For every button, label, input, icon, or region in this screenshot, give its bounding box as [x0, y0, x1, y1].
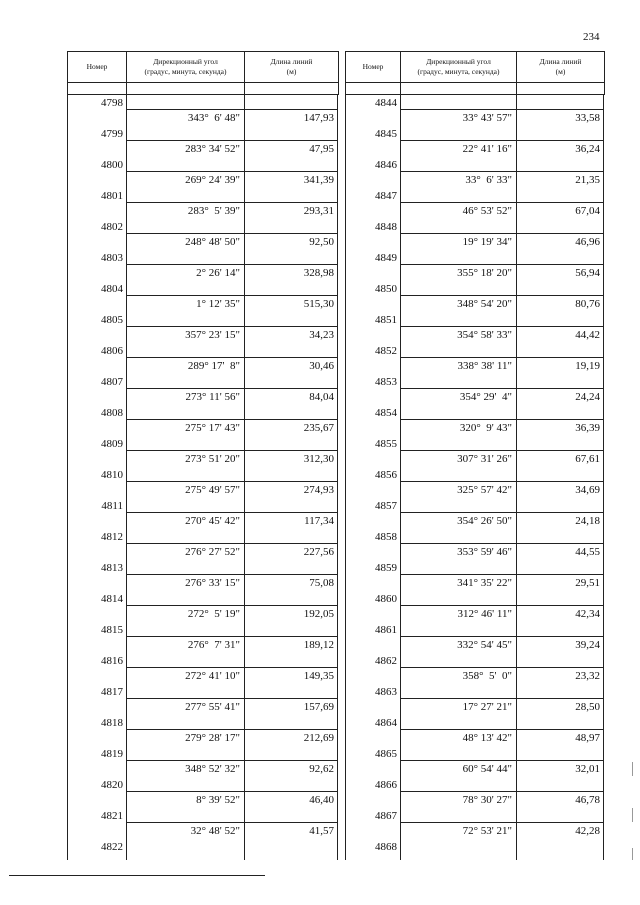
row-rule: [400, 605, 604, 606]
line-length: 44,42: [575, 329, 600, 341]
row-rule: [126, 233, 338, 234]
direction-angle: 269° 24' 39": [185, 174, 240, 186]
table-row: [345, 343, 604, 374]
row-rule: [126, 450, 338, 451]
table-row: [345, 157, 604, 188]
table-row: [345, 839, 604, 870]
point-number: 4811: [101, 500, 123, 512]
line-length: 46,78: [575, 794, 600, 806]
table-row: [345, 591, 604, 622]
point-number: 4808: [101, 407, 123, 419]
point-number: 4851: [375, 314, 397, 326]
direction-angle: 270° 45' 42": [185, 515, 240, 527]
row-rule: [126, 822, 338, 823]
table-row: [345, 281, 604, 312]
direction-angle: 353° 59' 46": [457, 546, 512, 558]
row-rule: [400, 202, 604, 203]
point-number: 4856: [375, 469, 397, 481]
table-row: [67, 808, 338, 839]
left-table-header: [67, 51, 339, 95]
table-row: [345, 219, 604, 250]
direction-angle: 320° 9' 43": [459, 422, 512, 434]
direction-angle: 60° 54' 44": [462, 763, 512, 775]
row-rule: [126, 109, 338, 110]
point-number: 4807: [101, 376, 123, 388]
point-number: 4858: [375, 531, 397, 543]
point-number: 4816: [101, 655, 123, 667]
direction-angle: 325° 57' 42": [457, 484, 512, 496]
direction-angle: 276° 27' 52": [185, 546, 240, 558]
row-rule: [400, 760, 604, 761]
table-row: [67, 281, 338, 312]
line-length: 328,98: [303, 267, 334, 279]
point-number: 4802: [101, 221, 123, 233]
direction-angle: 354° 26' 50": [457, 515, 512, 527]
right-table-header: [345, 51, 605, 95]
line-length: 117,34: [304, 515, 334, 527]
point-number: 4844: [375, 97, 397, 109]
table-row: [67, 436, 338, 467]
row-rule: [126, 791, 338, 792]
table-row: [67, 777, 338, 808]
row-rule: [126, 760, 338, 761]
point-number: 4818: [101, 717, 123, 729]
row-rule: [126, 574, 338, 575]
point-number: 4814: [101, 593, 123, 605]
row-rule: [126, 481, 338, 482]
line-length: 28,50: [575, 701, 600, 713]
line-length: 44,55: [575, 546, 600, 558]
footer-rule: [9, 875, 265, 876]
point-number: 4845: [375, 128, 397, 140]
table-row: [67, 467, 338, 498]
direction-angle: 354° 58' 33": [457, 329, 512, 341]
row-rule: [400, 481, 604, 482]
table-row: [345, 746, 604, 777]
direction-angle: 46° 53' 52": [462, 205, 512, 217]
line-length: 235,67: [303, 422, 334, 434]
point-number: 4804: [101, 283, 123, 295]
table-row: [345, 777, 604, 808]
point-number: 4850: [375, 283, 397, 295]
point-number: 4852: [375, 345, 397, 357]
line-length: 24,18: [575, 515, 600, 527]
line-length: 67,04: [575, 205, 600, 217]
line-length: 149,35: [303, 670, 334, 682]
direction-angle: 358° 5' 0": [462, 670, 512, 682]
table-row: [67, 839, 338, 870]
row-rule: [126, 729, 338, 730]
point-number: 4809: [101, 438, 123, 450]
point-number: 4864: [375, 717, 397, 729]
row-rule: [400, 574, 604, 575]
point-number: 4817: [101, 686, 123, 698]
direction-angle: 289° 17' 8": [187, 360, 240, 372]
row-rule: [400, 822, 604, 823]
table-row: [67, 560, 338, 591]
line-length: 80,76: [575, 298, 600, 310]
right-table-body: [345, 95, 604, 860]
line-length: 34,23: [309, 329, 334, 341]
direction-angle: 283° 34' 52": [185, 143, 240, 155]
row-rule: [126, 636, 338, 637]
point-number: 4803: [101, 252, 123, 264]
table-row: [345, 405, 604, 436]
point-number: 4846: [375, 159, 397, 171]
header-length: Длина линий (м): [245, 52, 339, 83]
line-length: 227,56: [303, 546, 334, 558]
point-number: 4812: [101, 531, 123, 543]
table-row: [67, 312, 338, 343]
direction-angle: 275° 17' 43": [185, 422, 240, 434]
table-row: [345, 622, 604, 653]
line-length: 42,34: [575, 608, 600, 620]
line-length: 34,69: [575, 484, 600, 496]
line-length: 56,94: [575, 267, 600, 279]
direction-angle: 355° 18' 20": [457, 267, 512, 279]
table-row: [345, 126, 604, 157]
table-row: [67, 95, 338, 126]
point-number: 4866: [375, 779, 397, 791]
table-row: [67, 622, 338, 653]
direction-angle: 357° 23' 15": [185, 329, 240, 341]
line-length: 19,19: [575, 360, 600, 372]
margin-mark: [632, 762, 633, 776]
direction-angle: 33° 43' 57": [462, 112, 512, 124]
margin-mark: [632, 808, 633, 822]
table-row: [67, 591, 338, 622]
direction-angle: 19° 19' 34": [462, 236, 512, 248]
direction-angle: 273° 51' 20": [185, 453, 240, 465]
line-length: 274,93: [303, 484, 334, 496]
line-length: 41,57: [309, 825, 334, 837]
table-row: [67, 529, 338, 560]
table-row: [67, 126, 338, 157]
left-table-body: [67, 95, 338, 860]
line-length: 67,61: [575, 453, 600, 465]
row-rule: [126, 202, 338, 203]
direction-angle: 17° 27' 21": [462, 701, 512, 713]
line-length: 46,40: [309, 794, 334, 806]
direction-angle: 283° 5' 39": [187, 205, 240, 217]
line-length: 47,95: [309, 143, 334, 155]
table-row: [345, 529, 604, 560]
line-length: 515,30: [303, 298, 334, 310]
line-length: 84,04: [309, 391, 334, 403]
point-number: 4799: [101, 128, 123, 140]
table-row: [67, 715, 338, 746]
direction-angle: 348° 52' 32": [185, 763, 240, 775]
direction-angle: 279° 28' 17": [185, 732, 240, 744]
table-row: [345, 374, 604, 405]
direction-angle: 343° 6' 48": [187, 112, 240, 124]
row-rule: [400, 450, 604, 451]
right-table: [345, 51, 604, 860]
direction-angle: 275° 49' 57": [185, 484, 240, 496]
row-rule: [126, 512, 338, 513]
table-row: [67, 684, 338, 715]
line-length: 33,58: [575, 112, 600, 124]
line-length: 46,96: [575, 236, 600, 248]
point-number: 4867: [375, 810, 397, 822]
direction-angle: 22° 41' 16": [462, 143, 512, 155]
line-length: 36,39: [575, 422, 600, 434]
point-number: 4854: [375, 407, 397, 419]
line-length: 39,24: [575, 639, 600, 651]
table-row: [345, 498, 604, 529]
table-row: [67, 498, 338, 529]
row-rule: [400, 543, 604, 544]
point-number: 4860: [375, 593, 397, 605]
table-row: [345, 188, 604, 219]
direction-angle: 273° 11' 56": [185, 391, 240, 403]
line-length: 24,24: [575, 391, 600, 403]
direction-angle: 332° 54' 45": [457, 639, 512, 651]
table-row: [67, 188, 338, 219]
point-number: 4859: [375, 562, 397, 574]
table-row: [67, 746, 338, 777]
point-number: 4848: [375, 221, 397, 233]
line-length: 30,46: [309, 360, 334, 372]
line-length: 192,05: [303, 608, 334, 620]
row-rule: [126, 326, 338, 327]
row-rule: [126, 419, 338, 420]
point-number: 4798: [101, 97, 123, 109]
table-row: [67, 653, 338, 684]
table-row: [345, 560, 604, 591]
table-row: [345, 250, 604, 281]
table-row: [67, 343, 338, 374]
row-rule: [400, 512, 604, 513]
direction-angle: 248° 48' 50": [185, 236, 240, 248]
line-length: 212,69: [303, 732, 334, 744]
direction-angle: 338° 38' 11": [457, 360, 512, 372]
line-length: 36,24: [575, 143, 600, 155]
point-number: 4868: [375, 841, 397, 853]
point-number: 4813: [101, 562, 123, 574]
row-rule: [400, 388, 604, 389]
table-row: [345, 715, 604, 746]
header-number: Номер: [68, 52, 127, 83]
direction-angle: 276° 7' 31": [187, 639, 240, 651]
line-length: 92,62: [309, 763, 334, 775]
line-length: 92,50: [309, 236, 334, 248]
line-length: 189,12: [303, 639, 334, 651]
direction-angle: 354° 29' 4": [459, 391, 512, 403]
left-table: [67, 51, 338, 860]
row-rule: [400, 791, 604, 792]
point-number: 4861: [375, 624, 397, 636]
line-length: 147,93: [303, 112, 334, 124]
point-number: 4863: [375, 686, 397, 698]
point-number: 4805: [101, 314, 123, 326]
row-rule: [400, 636, 604, 637]
row-rule: [400, 171, 604, 172]
row-rule: [400, 326, 604, 327]
point-number: 4801: [101, 190, 123, 202]
point-number: 4849: [375, 252, 397, 264]
point-number: 4862: [375, 655, 397, 667]
point-number: 4810: [101, 469, 123, 481]
direction-angle: 272° 41' 10": [185, 670, 240, 682]
point-number: 4857: [375, 500, 397, 512]
table-row: [67, 250, 338, 281]
direction-angle: 348° 54' 20": [457, 298, 512, 310]
row-rule: [126, 171, 338, 172]
direction-angle: 78° 30' 27": [462, 794, 512, 806]
direction-angle: 277° 55' 41": [185, 701, 240, 713]
line-length: 293,31: [303, 205, 334, 217]
direction-angle: 8° 39' 52": [196, 794, 240, 806]
row-rule: [126, 264, 338, 265]
row-rule: [126, 140, 338, 141]
table-row: [67, 157, 338, 188]
direction-angle: 341° 35' 22": [457, 577, 512, 589]
row-rule: [126, 605, 338, 606]
row-rule: [400, 698, 604, 699]
line-length: 341,39: [303, 174, 334, 186]
line-length: 23,32: [575, 670, 600, 682]
table-row: [345, 312, 604, 343]
direction-angle: 276° 33' 15": [185, 577, 240, 589]
row-rule: [126, 667, 338, 668]
row-rule: [126, 543, 338, 544]
table-row: [67, 374, 338, 405]
row-rule: [400, 264, 604, 265]
point-number: 4815: [101, 624, 123, 636]
header-number: Номер: [346, 52, 401, 83]
table-row: [67, 405, 338, 436]
line-length: 21,35: [575, 174, 600, 186]
direction-angle: 32° 48' 52": [190, 825, 240, 837]
point-number: 4819: [101, 748, 123, 760]
table-row: [345, 436, 604, 467]
line-length: 157,69: [303, 701, 334, 713]
row-rule: [400, 140, 604, 141]
row-rule: [400, 109, 604, 110]
line-length: 29,51: [575, 577, 600, 589]
table-row: [345, 653, 604, 684]
line-length: 42,28: [575, 825, 600, 837]
direction-angle: 2° 26' 14": [196, 267, 240, 279]
line-length: 32,01: [575, 763, 600, 775]
row-rule: [126, 388, 338, 389]
header-angle: Дирекционный угол (градус, минута, секунда): [401, 52, 517, 83]
direction-angle: 33° 6' 33": [465, 174, 512, 186]
direction-angle: 272° 5' 19": [187, 608, 240, 620]
table-row: [345, 684, 604, 715]
point-number: 4806: [101, 345, 123, 357]
direction-angle: 48° 13' 42": [462, 732, 512, 744]
point-number: 4855: [375, 438, 397, 450]
page-number: 234: [583, 31, 600, 43]
margin-mark: [632, 848, 633, 860]
point-number: 4800: [101, 159, 123, 171]
point-number: 4865: [375, 748, 397, 760]
table-row: [345, 808, 604, 839]
line-length: 312,30: [303, 453, 334, 465]
header-length: Длина линий (м): [517, 52, 605, 83]
header-angle: Дирекционный угол (градус, минута, секунда): [127, 52, 245, 83]
row-rule: [400, 357, 604, 358]
table-row: [345, 467, 604, 498]
direction-angle: 1° 12' 35": [196, 298, 240, 310]
table-row: [345, 95, 604, 126]
line-length: 75,08: [309, 577, 334, 589]
direction-angle: 307° 31' 26": [457, 453, 512, 465]
direction-angle: 312° 46' 11": [457, 608, 512, 620]
row-rule: [400, 667, 604, 668]
row-rule: [400, 233, 604, 234]
point-number: 4847: [375, 190, 397, 202]
line-length: 48,97: [575, 732, 600, 744]
row-rule: [126, 357, 338, 358]
table-row: [67, 219, 338, 250]
direction-angle: 72° 53' 21": [462, 825, 512, 837]
row-rule: [400, 729, 604, 730]
row-rule: [400, 295, 604, 296]
row-rule: [400, 419, 604, 420]
point-number: 4822: [101, 841, 123, 853]
row-rule: [126, 698, 338, 699]
point-number: 4821: [101, 810, 123, 822]
point-number: 4853: [375, 376, 397, 388]
row-rule: [126, 295, 338, 296]
point-number: 4820: [101, 779, 123, 791]
